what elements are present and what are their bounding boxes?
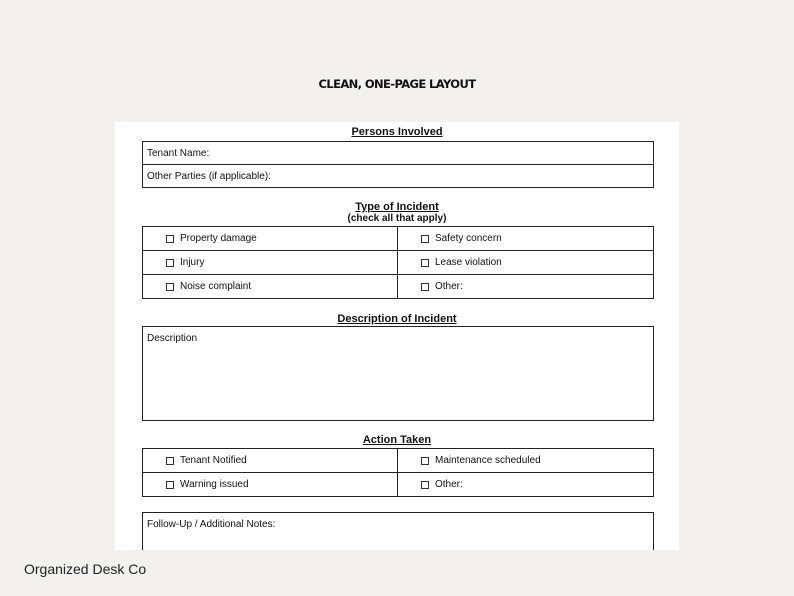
option-other-incident[interactable] (398, 275, 653, 298)
option-other-action[interactable] (398, 473, 653, 496)
option-label: Lease violation (435, 257, 502, 268)
section-title-persons: Persons Involved (351, 126, 443, 138)
option-noise-complaint[interactable] (143, 275, 398, 298)
action-box (142, 448, 654, 497)
option-label: Safety concern (435, 233, 502, 244)
option-safety-concern[interactable] (398, 227, 653, 250)
incident-row (143, 275, 653, 298)
checkbox-icon[interactable] (166, 235, 174, 243)
other-parties-label: Other Parties (if applicable): (147, 170, 271, 182)
option-label: Tenant Notified (180, 455, 247, 466)
followup-box[interactable] (142, 512, 654, 550)
option-property-damage[interactable] (143, 227, 398, 250)
tenant-name-label: Tenant Name: (147, 147, 210, 159)
brand-name: Organized Desk Co (24, 561, 147, 577)
option-warning-issued[interactable] (143, 473, 398, 496)
option-label: Noise complaint (180, 281, 252, 292)
checkbox-icon[interactable] (166, 259, 174, 267)
incident-type-box (142, 226, 654, 299)
option-label: Warning issued (180, 479, 249, 490)
checkbox-icon[interactable] (421, 481, 429, 489)
checkbox-icon[interactable] (166, 481, 174, 489)
section-subtitle-incident-type: (check all that apply) (347, 213, 447, 224)
incident-row (143, 227, 653, 251)
option-label: Injury (180, 257, 205, 268)
option-label: Other: (435, 281, 463, 292)
checkbox-icon[interactable] (166, 283, 174, 291)
checkbox-icon[interactable] (166, 457, 174, 465)
checkbox-icon[interactable] (421, 259, 429, 267)
section-title-action: Action Taken (362, 434, 432, 446)
option-label: Property damage (180, 233, 257, 244)
followup-label: Follow-Up / Additional Notes: (147, 519, 276, 530)
description-box[interactable] (142, 326, 654, 421)
action-row (143, 449, 653, 473)
checkbox-icon[interactable] (421, 457, 429, 465)
option-label: Maintenance scheduled (435, 455, 541, 466)
form-page (115, 122, 679, 550)
option-injury[interactable] (143, 251, 398, 274)
other-parties-field[interactable] (143, 165, 653, 187)
section-title-description: Description of Incident (337, 313, 457, 325)
option-lease-violation[interactable] (398, 251, 653, 274)
option-tenant-notified[interactable] (143, 449, 398, 472)
persons-box (142, 141, 654, 188)
description-label: Description (147, 333, 198, 344)
incident-row (143, 251, 653, 275)
section-title-incident-type: Type of Incident (355, 201, 439, 213)
checkbox-icon[interactable] (421, 283, 429, 291)
page-headline: CLEAN, ONE-PAGE LAYOUT (318, 77, 476, 91)
tenant-name-field[interactable] (143, 142, 653, 165)
action-row (143, 473, 653, 496)
option-maintenance-scheduled[interactable] (398, 449, 653, 472)
checkbox-icon[interactable] (421, 235, 429, 243)
option-label: Other: (435, 479, 463, 490)
